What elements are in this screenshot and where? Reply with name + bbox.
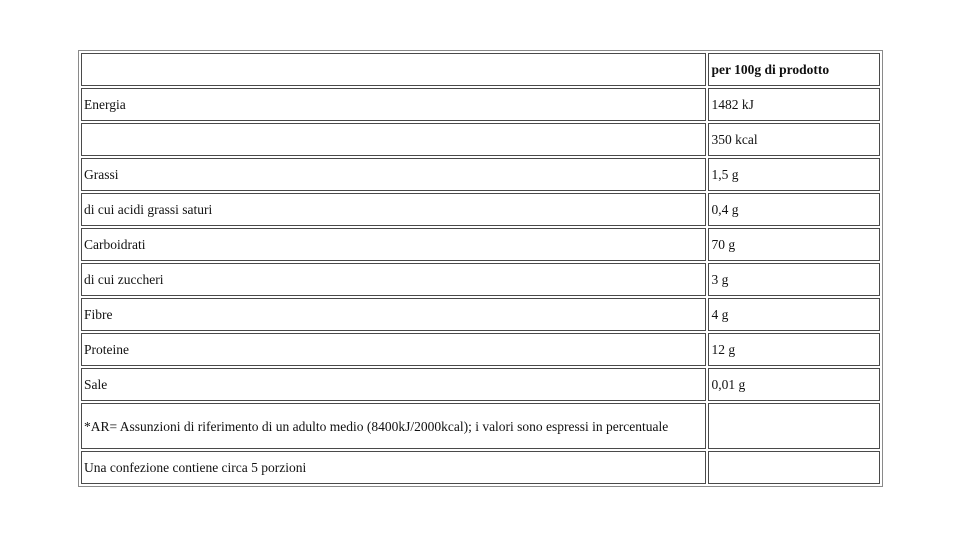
table-row-footnote: [81, 403, 880, 449]
nutrient-label: Energia: [81, 88, 706, 121]
nutrition-table: [78, 50, 883, 487]
nutrient-value: 12 g: [708, 333, 880, 366]
table-row: [81, 263, 880, 296]
table-row: [81, 333, 880, 366]
nutrient-value: 0,4 g: [708, 193, 880, 226]
nutrient-label: [81, 123, 706, 156]
header-label-cell: [81, 53, 706, 86]
table-row: [81, 298, 880, 331]
table-row: [81, 88, 880, 121]
nutrient-value: 350 kcal: [708, 123, 880, 156]
nutrient-label: di cui zuccheri: [81, 263, 706, 296]
table-row: [81, 193, 880, 226]
nutrient-value: 3 g: [708, 263, 880, 296]
nutrient-value: 1482 kJ: [708, 88, 880, 121]
servings-value: [708, 451, 880, 484]
servings-text: Una confezione contiene circa 5 porzioni: [81, 451, 706, 484]
nutrient-label: Sale: [81, 368, 706, 401]
table-row: [81, 228, 880, 261]
table-row: [81, 368, 880, 401]
nutrient-value: 4 g: [708, 298, 880, 331]
nutrient-value: 70 g: [708, 228, 880, 261]
nutrient-label: Fibre: [81, 298, 706, 331]
header-value-cell: per 100g di prodotto: [708, 53, 880, 86]
table-row: [81, 158, 880, 191]
footnote-text: *AR= Assunzioni di riferimento di un adulto medio (8400kJ/2000kcal); i valori sono espressi in percentuale: [81, 403, 706, 449]
table-row: [81, 123, 880, 156]
nutrient-label: Grassi: [81, 158, 706, 191]
table-row-servings: [81, 451, 880, 484]
table-header-row: [81, 53, 880, 86]
footnote-value: [708, 403, 880, 449]
nutrient-label: Proteine: [81, 333, 706, 366]
nutrient-label: Carboidrati: [81, 228, 706, 261]
nutrient-value: 0,01 g: [708, 368, 880, 401]
nutrient-label: di cui acidi grassi saturi: [81, 193, 706, 226]
nutrient-value: 1,5 g: [708, 158, 880, 191]
